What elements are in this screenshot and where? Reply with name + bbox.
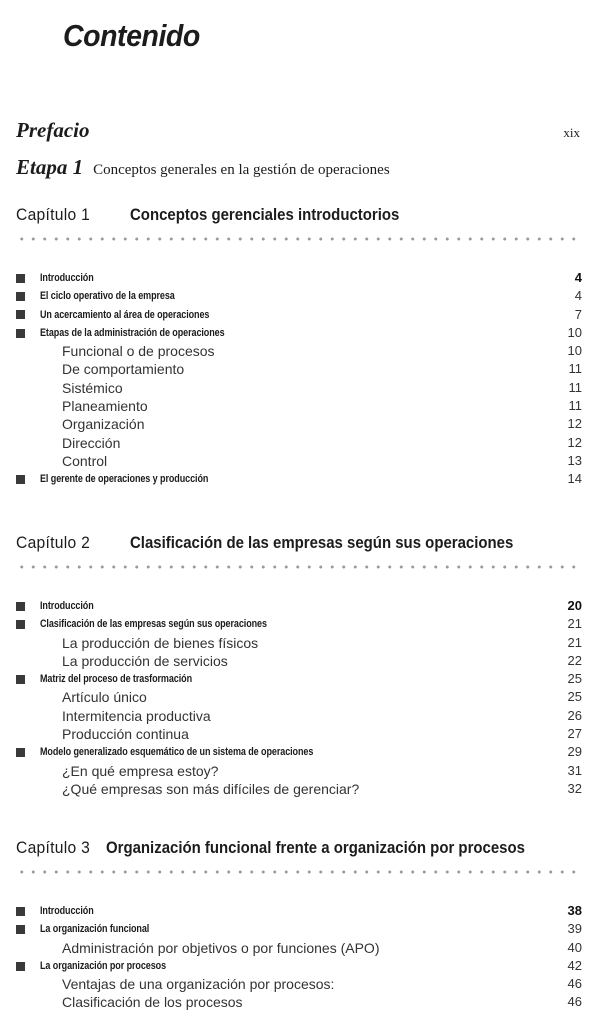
- entry-title: Etapas de la administración de operaciones: [40, 326, 225, 339]
- entry-list: [16, 269, 582, 489]
- chapter-title: Conceptos gerenciales introductorios: [130, 205, 400, 224]
- toc-subsection-entry[interactable]: [16, 975, 582, 993]
- entry-title: La producción de bienes físicos: [62, 634, 259, 651]
- square-bullet-icon: [16, 602, 25, 611]
- entry-label-wrap: [16, 957, 194, 975]
- square-bullet-icon: [16, 962, 25, 971]
- dotted-divider: [16, 870, 582, 874]
- entry-page-number: 10: [567, 343, 582, 359]
- chapter-heading: [16, 205, 582, 229]
- toc-section-entry[interactable]: [16, 597, 582, 615]
- entry-label-wrap: [16, 306, 247, 324]
- entry-label-wrap: [16, 269, 105, 287]
- entry-page-number: 11: [568, 398, 582, 414]
- toc-section-entry[interactable]: [16, 743, 582, 761]
- square-bullet-icon: [16, 475, 25, 484]
- entry-page-number: 14: [567, 471, 582, 487]
- entry-title: Control: [62, 452, 108, 469]
- entry-label-wrap: [16, 615, 317, 633]
- entry-label-wrap: [16, 670, 225, 688]
- entry-label-wrap: [16, 780, 359, 798]
- entry-title: El ciclo operativo de la empresa: [40, 290, 175, 303]
- entry-label-wrap: [16, 434, 120, 452]
- entry-title: Funcional o de procesos: [62, 343, 215, 360]
- toc-subsection-entry[interactable]: [16, 939, 582, 957]
- toc-subsection-entry[interactable]: [16, 652, 582, 670]
- entry-page-number: 4: [574, 288, 582, 304]
- stage-heading: [16, 155, 390, 180]
- entry-label-wrap: [16, 743, 373, 761]
- toc-subsection-entry[interactable]: [16, 688, 582, 706]
- entry-title: Organización: [62, 416, 145, 433]
- chapter-number: Capítulo 2: [16, 533, 91, 552]
- entry-title: El gerente de operaciones y producción: [40, 473, 209, 486]
- entry-title: Matriz del proceso de trasformación: [40, 673, 193, 686]
- toc-subsection-entry[interactable]: [16, 452, 582, 470]
- entry-title: Ventajas de una organización por procesos:: [62, 976, 335, 993]
- toc-section-entry[interactable]: [16, 920, 582, 938]
- entry-page-number: 10: [567, 324, 582, 340]
- chapter-2: [16, 533, 582, 798]
- entry-title: Introducción: [40, 272, 94, 284]
- entry-title: Planeamiento: [62, 398, 148, 415]
- entry-label-wrap: [16, 470, 245, 488]
- preface-label: Prefacio: [16, 118, 90, 142]
- entry-label-wrap: [16, 762, 218, 780]
- entry-page-number: 20: [567, 598, 582, 613]
- entry-page-number: 25: [567, 689, 582, 705]
- entry-page-number: 46: [567, 994, 582, 1010]
- entry-title: Introducción: [40, 905, 94, 917]
- toc-section-entry[interactable]: [16, 287, 582, 305]
- entry-title: Sistémico: [62, 379, 123, 396]
- stage-title: Conceptos generales en la gestión de operaciones: [93, 162, 390, 178]
- toc-subsection-entry[interactable]: [16, 762, 582, 780]
- entry-title: Intermitencia productiva: [62, 707, 211, 724]
- entry-label-wrap: [16, 993, 243, 1011]
- chapter-heading: [16, 838, 582, 862]
- toc-subsection-entry[interactable]: [16, 707, 582, 725]
- toc-subsection-entry[interactable]: [16, 379, 582, 397]
- chapter-title: Organización funcional frente a organización por procesos: [105, 838, 525, 857]
- entry-page-number: 31: [567, 762, 582, 778]
- square-bullet-icon: [16, 329, 25, 338]
- toc-section-entry[interactable]: [16, 306, 582, 324]
- entry-label-wrap: [16, 342, 215, 360]
- entry-label-wrap: [16, 397, 148, 415]
- entry-page-number: 46: [567, 976, 582, 992]
- chapter-1: [16, 205, 582, 489]
- entry-label-wrap: [16, 634, 258, 652]
- entry-label-wrap: [16, 939, 379, 957]
- toc-subsection-entry[interactable]: [16, 434, 582, 452]
- entry-page-number: 13: [567, 452, 582, 468]
- square-bullet-icon: [16, 907, 25, 916]
- toc-subsection-entry[interactable]: [16, 397, 582, 415]
- entry-page-number: 32: [567, 780, 582, 796]
- square-bullet-icon: [16, 925, 25, 934]
- entry-page-number: 25: [567, 671, 582, 687]
- entry-label-wrap: [16, 379, 123, 397]
- entry-label-wrap: [16, 324, 265, 342]
- entry-title: Artículo único: [62, 689, 147, 706]
- chapter-title: Clasificación de las empresas según sus operaciones: [130, 533, 514, 552]
- entry-title: Dirección: [62, 434, 121, 451]
- entry-label-wrap: [16, 360, 184, 378]
- entry-page-number: 22: [567, 652, 582, 668]
- entry-label-wrap: [16, 287, 204, 305]
- entry-page-number: 7: [574, 306, 582, 322]
- entry-page-number: 38: [567, 903, 582, 918]
- entry-label-wrap: [16, 415, 145, 433]
- entry-label-wrap: [16, 975, 334, 993]
- entry-list: [16, 902, 582, 1012]
- entry-label-wrap: [16, 920, 173, 938]
- toc-subsection-entry[interactable]: [16, 342, 582, 360]
- entry-label-wrap: [16, 452, 107, 470]
- entry-page-number: 26: [567, 707, 582, 723]
- entry-title: Un acercamiento al área de operaciones: [40, 308, 210, 321]
- entry-title: ¿En qué empresa estoy?: [62, 762, 219, 779]
- toc-subsection-entry[interactable]: [16, 993, 582, 1011]
- entry-title: La producción de servicios: [62, 652, 228, 669]
- toc-section-entry[interactable]: [16, 957, 582, 975]
- preface-row: [16, 118, 580, 143]
- dotted-divider: [16, 565, 582, 569]
- toc-section-entry[interactable]: [16, 324, 582, 342]
- toc-subsection-entry[interactable]: [16, 780, 582, 798]
- toc-section-entry[interactable]: [16, 615, 582, 633]
- entry-label-wrap: [16, 652, 228, 670]
- dotted-divider: [16, 237, 582, 241]
- entry-label-wrap: [16, 688, 147, 706]
- toc-section-entry[interactable]: [16, 269, 582, 287]
- entry-title: Modelo generalizado esquemático de un sistema de operaciones: [40, 746, 314, 759]
- entry-page-number: 27: [567, 726, 582, 742]
- entry-page-number: 12: [567, 434, 582, 450]
- entry-label-wrap: [16, 902, 105, 920]
- toc-subsection-entry[interactable]: [16, 725, 582, 743]
- entry-page-number: 42: [567, 957, 582, 973]
- square-bullet-icon: [16, 620, 25, 629]
- entry-page-number: 4: [574, 270, 582, 285]
- toc-subsection-entry[interactable]: [16, 634, 582, 652]
- entry-title: Administración por objetivos o por funciones (APO): [62, 939, 380, 956]
- entry-label-wrap: [16, 597, 105, 615]
- square-bullet-icon: [16, 292, 25, 301]
- page-title: Contenido: [63, 18, 200, 53]
- entry-label-wrap: [16, 707, 211, 725]
- toc-subsection-entry[interactable]: [16, 415, 582, 433]
- square-bullet-icon: [16, 748, 25, 757]
- entry-page-number: 21: [567, 616, 582, 632]
- square-bullet-icon: [16, 675, 25, 684]
- square-bullet-icon: [16, 274, 25, 283]
- entry-label-wrap: [16, 725, 189, 743]
- entry-title: La organización por procesos: [40, 959, 167, 972]
- entry-page-number: 11: [568, 361, 582, 377]
- entry-page-number: 40: [567, 939, 582, 955]
- entry-page-number: 29: [567, 744, 582, 760]
- chapter-heading: [16, 533, 582, 557]
- entry-title: Introducción: [40, 600, 94, 612]
- entry-title: Clasificación de los procesos: [62, 994, 243, 1011]
- toc-subsection-entry[interactable]: [16, 360, 582, 378]
- preface-page: xix: [563, 125, 580, 140]
- entry-title: La organización funcional: [40, 923, 150, 936]
- toc-section-entry[interactable]: [16, 470, 582, 488]
- stage-label: Etapa 1: [16, 155, 84, 179]
- entry-title: De comportamiento: [62, 361, 185, 378]
- entry-title: ¿Qué empresas son más difíciles de gerenciar?: [62, 780, 360, 797]
- entry-page-number: 11: [568, 379, 582, 395]
- toc-section-entry[interactable]: [16, 670, 582, 688]
- entry-list: [16, 597, 582, 798]
- toc-section-entry[interactable]: [16, 902, 582, 920]
- chapter-number: Capítulo 1: [16, 205, 91, 224]
- entry-page-number: 39: [567, 921, 582, 937]
- chapter-3: [16, 838, 582, 1012]
- entry-page-number: 12: [567, 416, 582, 432]
- chapter-number: Capítulo 3: [16, 838, 91, 857]
- square-bullet-icon: [16, 310, 25, 319]
- entry-title: Clasificación de las empresas según sus operaciones: [40, 618, 267, 631]
- entry-page-number: 21: [567, 634, 582, 650]
- entry-title: Producción continua: [62, 726, 189, 743]
